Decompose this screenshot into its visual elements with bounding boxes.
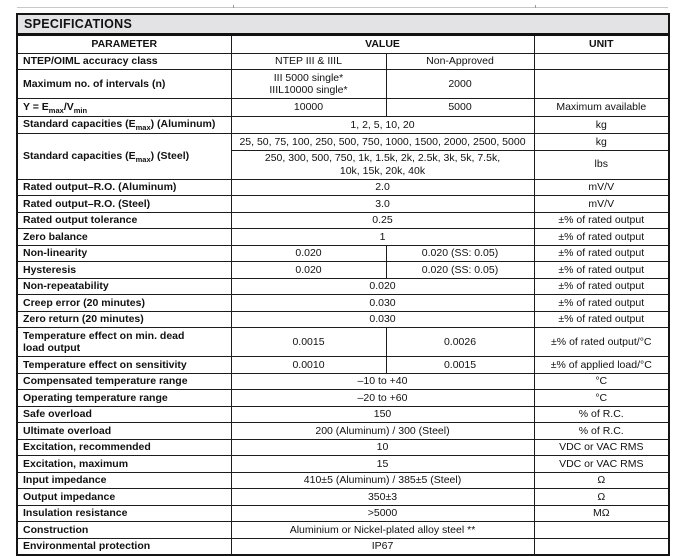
unit-cell: lbs (534, 150, 669, 179)
value-cell-left: 0.0015 (231, 328, 386, 357)
value-cell: 3.0 (231, 196, 534, 213)
value-cell: –20 to +60 (231, 390, 534, 407)
param-cell: Non-linearity (17, 245, 231, 262)
param-cell: Input impedance (17, 472, 231, 489)
unit-cell: °C (534, 373, 669, 390)
unit-cell: ±% of applied load/°C (534, 357, 669, 374)
value-cell-right: 0.0015 (386, 357, 534, 374)
param-cell: Non-repeatability (17, 278, 231, 295)
value-cell: –10 to +40 (231, 373, 534, 390)
value-cell-right: 5000 (386, 99, 534, 117)
param-cell: Rated output tolerance (17, 212, 231, 229)
param-cell: Excitation, recommended (17, 439, 231, 456)
unit-cell: Maximum available (534, 99, 669, 117)
table-row (17, 262, 669, 279)
value-cell-left (231, 70, 386, 99)
value-cell: >5000 (231, 505, 534, 522)
param-cell (17, 99, 231, 117)
param-cell: Hysteresis (17, 262, 231, 279)
value-line: 10k, 15k, 20k, 40k (339, 164, 426, 177)
unit-cell: °C (534, 390, 669, 407)
param-cell: Temperature effect on sensitivity (17, 357, 231, 374)
value-cell-right: 0.0026 (386, 328, 534, 357)
param-cell: Maximum no. of intervals (n) (17, 70, 231, 99)
param-cell: Rated output–R.O. (Steel) (17, 196, 231, 213)
unit-cell: % of R.C. (534, 423, 669, 440)
param-text: Y = E (23, 100, 49, 113)
value-cell: 200 (Aluminum) / 300 (Steel) (231, 423, 534, 440)
unit-cell: ±% of rated output (534, 212, 669, 229)
table-title: SPECIFICATIONS (17, 14, 669, 35)
table-row (17, 278, 669, 295)
param-cell: Safe overload (17, 406, 231, 423)
unit-cell (534, 53, 669, 70)
unit-cell: VDC or VAC RMS (534, 456, 669, 473)
value-cell: 1, 2, 5, 10, 20 (231, 116, 534, 134)
param-cell: Operating temperature range (17, 390, 231, 407)
value-cell: IP67 (231, 538, 534, 555)
value-cell: Aluminium or Nickel-plated alloy steel ** (231, 522, 534, 539)
table-row (17, 538, 669, 555)
table-row (17, 134, 669, 151)
value-cell: 0.030 (231, 311, 534, 328)
param-line: load output (23, 342, 81, 355)
value-cell: 25, 50, 75, 100, 250, 500, 750, 1000, 1500, 2000, 2500, 5000 (231, 134, 534, 151)
value-cell: 410±5 (Aluminum) / 385±5 (Steel) (231, 472, 534, 489)
unit-cell: ±% of rated output (534, 278, 669, 295)
value-cell-right: 2000 (386, 70, 534, 99)
table-row (17, 390, 669, 407)
value-line: III 5000 single* (273, 71, 344, 84)
param-cell (17, 116, 231, 134)
value-cell: 350±3 (231, 489, 534, 506)
param-cell: Construction (17, 522, 231, 539)
param-text: Standard capacities (E (23, 149, 136, 162)
param-cell (17, 328, 231, 357)
value-cell-left: 0.020 (231, 262, 386, 279)
table-row (17, 311, 669, 328)
cropped-top-tick (233, 5, 234, 8)
table-row (17, 245, 669, 262)
table-row (17, 472, 669, 489)
table-row (17, 423, 669, 440)
value-cell: 150 (231, 406, 534, 423)
param-text: /V (63, 100, 74, 113)
table-row (17, 439, 669, 456)
table-row (17, 196, 669, 213)
value-cell: 0.25 (231, 212, 534, 229)
param-cell: NTEP/OIML accuracy class (17, 53, 231, 70)
value-cell: 1 (231, 229, 534, 246)
param-cell: Output impedance (17, 489, 231, 506)
param-text: ) (Aluminum) (150, 118, 216, 131)
param-cell: Compensated temperature range (17, 373, 231, 390)
value-cell-right: Non-Approved (386, 53, 534, 70)
param-cell (17, 134, 231, 180)
value-cell (231, 150, 534, 179)
table-row (17, 406, 669, 423)
unit-cell: ±% of rated output (534, 311, 669, 328)
unit-cell: kg (534, 134, 669, 151)
table-row (17, 489, 669, 506)
param-text: ) (Steel) (150, 149, 190, 162)
table-row (17, 53, 669, 70)
value-cell-right: 0.020 (SS: 0.05) (386, 245, 534, 262)
unit-cell: ±% of rated output (534, 245, 669, 262)
param-cell: Rated output–R.O. (Aluminum) (17, 179, 231, 196)
unit-cell (534, 538, 669, 555)
table-row (17, 373, 669, 390)
value-cell-left: 10000 (231, 99, 386, 117)
table-header-row (17, 35, 669, 54)
unit-cell: ±% of rated output (534, 262, 669, 279)
table-row (17, 229, 669, 246)
unit-cell: ±% of rated output (534, 295, 669, 312)
value-cell: 15 (231, 456, 534, 473)
param-subscript: max (135, 154, 151, 164)
param-cell: Zero return (20 minutes) (17, 311, 231, 328)
unit-cell: MΩ (534, 505, 669, 522)
unit-cell: Ω (534, 472, 669, 489)
table-row (17, 70, 669, 99)
param-text: Standard capacities (E (23, 118, 136, 131)
table-row (17, 456, 669, 473)
param-subscript: max (48, 105, 64, 115)
value-cell-left: 0.0010 (231, 357, 386, 374)
value-cell-right: 0.020 (SS: 0.05) (386, 262, 534, 279)
unit-cell (534, 522, 669, 539)
table-row (17, 212, 669, 229)
cropped-top-tick (535, 5, 536, 8)
unit-cell: VDC or VAC RMS (534, 439, 669, 456)
param-subscript: min (73, 105, 88, 115)
param-line: Temperature effect on min. dead (23, 329, 185, 342)
table-row (17, 295, 669, 312)
value-line: IIIL10000 single* (269, 84, 348, 96)
cropped-top-rule (17, 7, 668, 8)
table-row (17, 357, 669, 374)
value-cell: 0.030 (231, 295, 534, 312)
table-row (17, 179, 669, 196)
table-row (17, 505, 669, 522)
unit-cell: Ω (534, 489, 669, 506)
table-row (17, 328, 669, 357)
table-row (17, 116, 669, 134)
param-cell: Excitation, maximum (17, 456, 231, 473)
col-header-unit: UNIT (534, 35, 669, 54)
value-cell: 10 (231, 439, 534, 456)
table-row (17, 522, 669, 539)
value-cell: 2.0 (231, 179, 534, 196)
param-cell: Ultimate overload (17, 423, 231, 440)
col-header-value: VALUE (231, 35, 534, 54)
value-cell-left: NTEP III & IIIL (231, 53, 386, 70)
table-row (17, 99, 669, 117)
unit-cell: % of R.C. (534, 406, 669, 423)
param-cell: Insulation resistance (17, 505, 231, 522)
col-header-parameter: PARAMETER (17, 35, 231, 54)
unit-cell: mV/V (534, 196, 669, 213)
param-cell: Zero balance (17, 229, 231, 246)
specifications-table (16, 13, 670, 556)
value-cell-left: 0.020 (231, 245, 386, 262)
unit-cell: ±% of rated output/°C (534, 328, 669, 357)
param-cell: Creep error (20 minutes) (17, 295, 231, 312)
unit-cell: ±% of rated output (534, 229, 669, 246)
value-cell: 0.020 (231, 278, 534, 295)
table-title-row (17, 14, 669, 35)
unit-cell: kg (534, 116, 669, 134)
unit-cell: mV/V (534, 179, 669, 196)
value-line: 250, 300, 500, 750, 1k, 1.5k, 2k, 2.5k, 3k, 5k, 7.5k, (264, 152, 501, 165)
param-cell: Environmental protection (17, 538, 231, 555)
unit-cell (534, 70, 669, 99)
param-subscript: max (135, 123, 151, 133)
